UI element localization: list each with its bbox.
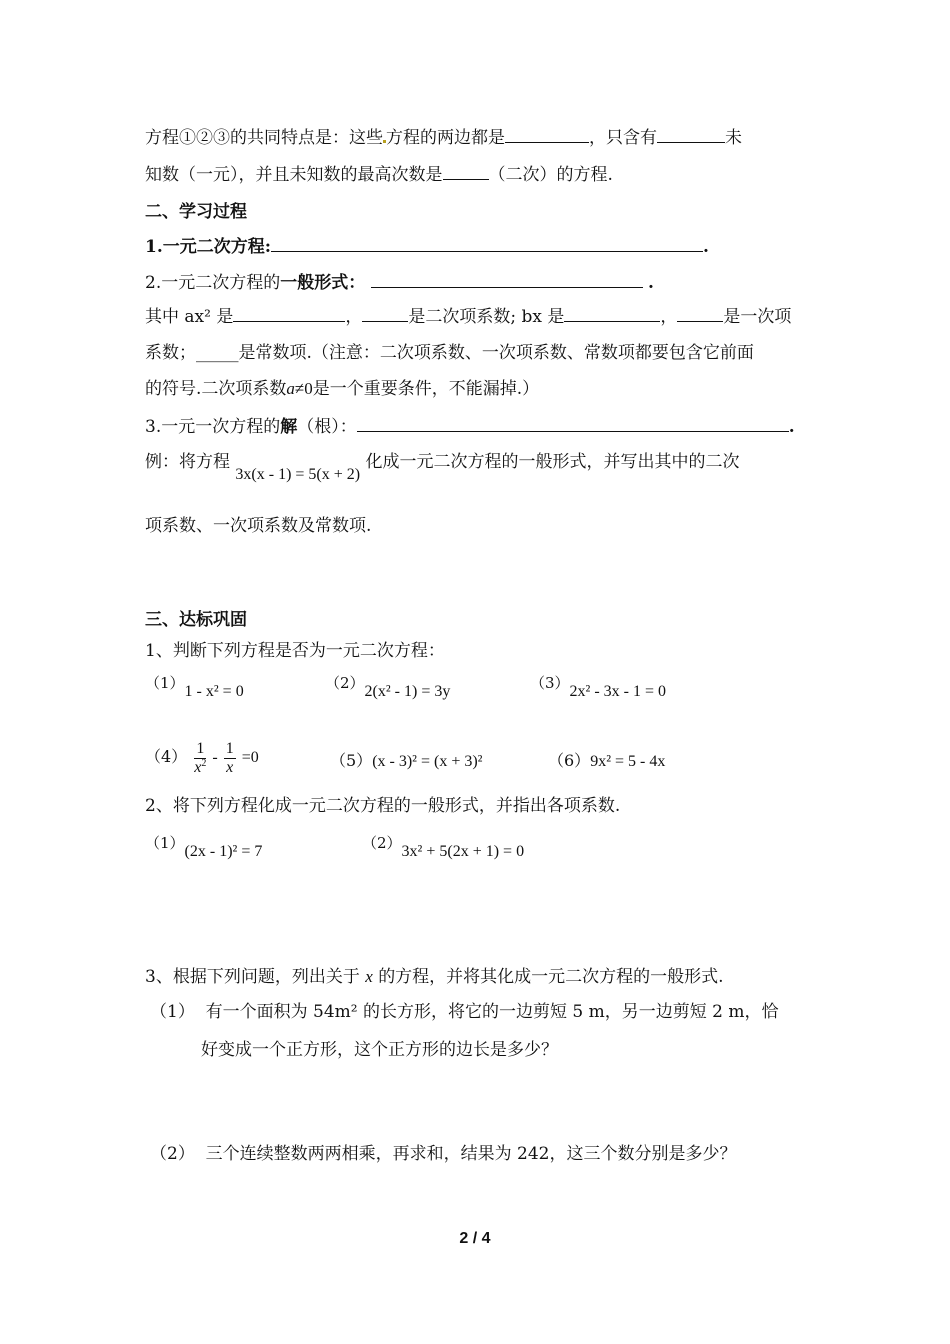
q1-item-1: （1）1 - x² = 0 bbox=[145, 674, 244, 700]
example-line: 例：将方程 3x(x - 1) = 5(x + 2) 化成一元二次方程的一般形式，并写出其中的二次 bbox=[145, 452, 740, 483]
section-2-heading: 二、学习过程 bbox=[145, 202, 247, 222]
item-2: 2.一元二次方程的一般形式： . bbox=[145, 273, 654, 293]
blank bbox=[505, 127, 589, 143]
intro-line-1: 方程①②③的共同特点是：这些 方程的两边都是 ，只含有 未 bbox=[145, 128, 742, 148]
q1-item-4: （4） $\frac{1}{x^2}$ - $\frac{1}{x}$ =0 bbox=[145, 740, 259, 776]
blank bbox=[564, 306, 660, 322]
fraction-equation: $\frac{1}{x^2}$ - $\frac{1}{x}$ =0 bbox=[194, 740, 259, 776]
q3-part-1: （1） 有一个面积为 54m² 的长方形，将它的一边剪短 5 m，另一边剪短 2 m，恰 bbox=[150, 1002, 779, 1022]
blank bbox=[443, 164, 489, 180]
intro-line-2: 知数（一元），并且未知数的最高次数是 （二次）的方程. bbox=[145, 165, 613, 185]
coef-line-1: 其中 ax² 是 ， 是二次项系数; bx 是 ， 是一次项 bbox=[145, 307, 792, 327]
blank bbox=[362, 306, 408, 322]
coef-line-2: 系数；_____是常数项.（注意：二次项系数、一次项系数、常数项都要包含它前面 bbox=[145, 343, 754, 363]
q2-item-2: （2）3x² + 5(2x + 1) = 0 bbox=[362, 834, 525, 860]
example-equation: 3x(x - 1) = 5(x + 2) bbox=[235, 466, 361, 483]
page-number: 2 / 4 bbox=[459, 1230, 491, 1247]
q1-item-3: （3）2x² - 3x - 1 = 0 bbox=[530, 674, 667, 700]
q3-part-1-cont: 好变成一个正方形，这个正方形的边长是多少？ bbox=[201, 1040, 558, 1060]
q1-item-6: （6）9x² = 5 - 4x bbox=[548, 751, 666, 770]
example-line-2: 项系数、一次项系数及常数项. bbox=[145, 516, 372, 536]
question-2: 2、将下列方程化成一元二次方程的一般形式，并指出各项系数. bbox=[145, 796, 621, 816]
question-3: 3、根据下列问题，列出关于 x 的方程，并将其化成一元二次方程的一般形式. bbox=[145, 967, 724, 987]
q3-part-2: （2） 三个连续整数两两相乘，再求和，结果为 242，这三个数分别是多少？ bbox=[150, 1144, 737, 1164]
item-1: 1.一元二次方程: . bbox=[145, 237, 709, 257]
blank bbox=[371, 272, 643, 288]
section-3-heading: 三、达标巩固 bbox=[145, 610, 247, 630]
blank bbox=[677, 306, 723, 322]
item-3: 3.一元一次方程的解（根）： . bbox=[145, 417, 795, 437]
blank bbox=[233, 306, 345, 322]
blank bbox=[657, 127, 725, 143]
coef-line-3: 的符号.二次项系数a≠0是一个重要条件，不能漏掉.） bbox=[145, 379, 540, 399]
q1-item-5: （5）(x - 3)² = (x + 3)² bbox=[330, 751, 483, 770]
blank bbox=[271, 236, 703, 252]
q2-item-1: （1）(2x - 1)² = 7 bbox=[145, 834, 263, 860]
blank bbox=[357, 416, 789, 432]
q1-item-2: （2）2(x² - 1) = 3y bbox=[325, 674, 451, 700]
question-1: 1、判断下列方程是否为一元二次方程： bbox=[145, 641, 445, 661]
